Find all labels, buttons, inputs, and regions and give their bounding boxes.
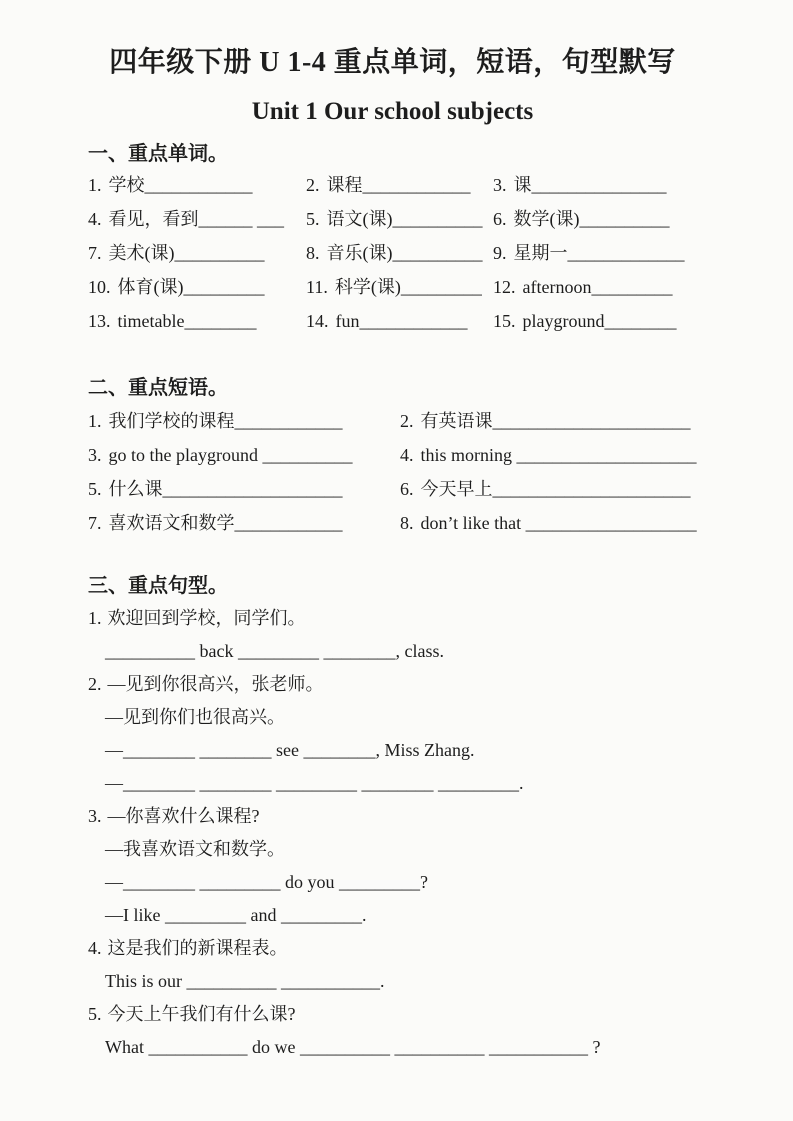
phrase-item-number: 7.: [88, 513, 102, 533]
sentence-text: —见到你们也很高兴。: [105, 707, 285, 727]
sentence-line: [88, 833, 697, 866]
sentence-line: [88, 899, 697, 932]
sentences-list: [88, 602, 697, 1064]
word-item-number: 13.: [88, 311, 111, 331]
word-item: [493, 168, 697, 202]
sentence-line: [88, 701, 697, 734]
phrase-item-text: don’t like that ___________________: [420, 513, 697, 533]
sentence-line: [88, 932, 697, 965]
phrase-item: [400, 472, 697, 506]
page-title: 四年级下册 U 1-4 重点单词，短语，句型默写: [109, 47, 676, 78]
word-item: [88, 236, 306, 270]
sentence-fill-blanks: —________ ________ _________ ________ _________.: [105, 773, 524, 793]
word-item-text: 课_______________: [513, 175, 667, 195]
word-item-text: 体育(课)_________: [117, 277, 265, 297]
phrase-item: [400, 404, 697, 438]
word-item: [88, 168, 306, 202]
phrase-item-text: 什么课____________________: [108, 479, 343, 499]
sentence-line: [88, 1031, 697, 1064]
word-item: [306, 202, 493, 236]
sentence-number: 2.: [88, 674, 102, 694]
word-item-number: 2.: [306, 175, 320, 195]
word-item: [306, 304, 493, 338]
sentence-fill-blanks: What ___________ do we __________ __________ ___________ ?: [105, 1037, 601, 1057]
word-item-text: 科学(课)_________: [334, 277, 482, 297]
word-item-text: timetable________: [117, 311, 257, 331]
sentence-line: [88, 767, 697, 800]
sentence-line: [88, 800, 697, 833]
word-item: [493, 236, 697, 270]
word-item: [306, 236, 493, 270]
sentence-text: 今天上午我们有什么课?: [107, 1004, 296, 1024]
section-sentences-heading: 三、重点句型。: [88, 575, 228, 597]
sentence-text: —见到你很高兴，张老师。: [107, 674, 324, 694]
phrase-item-number: 2.: [400, 411, 414, 431]
word-item-number: 3.: [493, 175, 507, 195]
sentence-number: 3.: [88, 806, 102, 826]
word-item-number: 5.: [306, 209, 320, 229]
phrase-item-text: 喜欢语文和数学____________: [108, 513, 343, 533]
phrase-item: [88, 472, 400, 506]
word-item: [306, 168, 493, 202]
word-item-text: 美术(课)__________: [108, 243, 265, 263]
phrase-item-text: go to the playground __________: [108, 445, 353, 465]
page-subtitle: Unit 1 Our school subjects: [251, 98, 534, 125]
sentence-text: —你喜欢什么课程?: [107, 806, 260, 826]
word-item: [493, 270, 697, 304]
sentence-line: [88, 866, 697, 899]
phrase-item: [88, 506, 400, 540]
sentence-text: 欢迎回到学校，同学们。: [107, 608, 306, 628]
word-item: [493, 304, 697, 338]
sentence-fill-blanks: __________ back _________ ________, class.: [105, 641, 444, 661]
word-item-number: 4.: [88, 209, 102, 229]
word-item-text: afternoon_________: [522, 277, 673, 297]
word-item-number: 12.: [493, 277, 516, 297]
word-item-number: 8.: [306, 243, 320, 263]
word-item-number: 9.: [493, 243, 507, 263]
word-item-text: 看见，看到______ ___: [108, 209, 284, 229]
word-item-number: 15.: [493, 311, 516, 331]
phrase-item-number: 6.: [400, 479, 414, 499]
words-list: [88, 168, 697, 338]
section-words-heading: 一、重点单词。: [88, 143, 228, 165]
phrase-item-number: 4.: [400, 445, 414, 465]
word-item-number: 1.: [88, 175, 102, 195]
phrase-item: [88, 404, 400, 438]
word-item: [88, 270, 306, 304]
word-item-number: 7.: [88, 243, 102, 263]
word-item-text: fun____________: [335, 311, 468, 331]
phrase-item-number: 5.: [88, 479, 102, 499]
word-item-number: 10.: [88, 277, 111, 297]
word-item-text: 数学(课)__________: [513, 209, 670, 229]
sentence-fill-blanks: —I like _________ and _________.: [105, 905, 367, 925]
phrase-item-number: 8.: [400, 513, 414, 533]
sentence-fill-blanks: —________ _________ do you _________?: [105, 872, 428, 892]
word-item-text: playground________: [522, 311, 677, 331]
word-item-number: 11.: [306, 277, 328, 297]
sentence-number: 1.: [88, 608, 102, 628]
sentence-line: [88, 635, 697, 668]
sentence-line: [88, 668, 697, 701]
word-item-text: 语文(课)__________: [326, 209, 483, 229]
sentence-line: [88, 734, 697, 767]
phrase-item-number: 1.: [88, 411, 102, 431]
word-item: [88, 304, 306, 338]
phrase-item-text: 有英语课______________________: [420, 411, 691, 431]
phrase-item-number: 3.: [88, 445, 102, 465]
phrase-item: [400, 438, 697, 472]
word-item-text: 音乐(课)__________: [326, 243, 483, 263]
sentence-line: [88, 965, 697, 998]
phrase-item-text: 今天早上______________________: [420, 479, 691, 499]
word-item-number: 14.: [306, 311, 329, 331]
sentence-fill-blanks: This is our __________ ___________.: [105, 971, 385, 991]
word-item-text: 星期一_____________: [513, 243, 685, 263]
phrase-item: [400, 506, 697, 540]
word-item: [88, 202, 306, 236]
word-item-text: 课程____________: [326, 175, 471, 195]
sentence-fill-blanks: —________ ________ see ________, Miss Zhang.: [105, 740, 475, 760]
phrase-item: [88, 438, 400, 472]
word-item-number: 6.: [493, 209, 507, 229]
sentence-number: 5.: [88, 1004, 102, 1024]
word-item-text: 学校____________: [108, 175, 253, 195]
sentence-line: [88, 602, 697, 635]
word-item: [493, 202, 697, 236]
sentence-number: 4.: [88, 938, 102, 958]
phrase-item-text: 我们学校的课程____________: [108, 411, 343, 431]
sentence-text: 这是我们的新课程表。: [107, 938, 288, 958]
sentence-line: [88, 998, 697, 1031]
phrases-list: [88, 404, 697, 540]
word-item: [306, 270, 493, 304]
sentence-text: —我喜欢语文和数学。: [105, 839, 285, 859]
section-phrases-heading: 二、重点短语。: [88, 377, 228, 399]
phrase-item-text: this morning ____________________: [420, 445, 697, 465]
